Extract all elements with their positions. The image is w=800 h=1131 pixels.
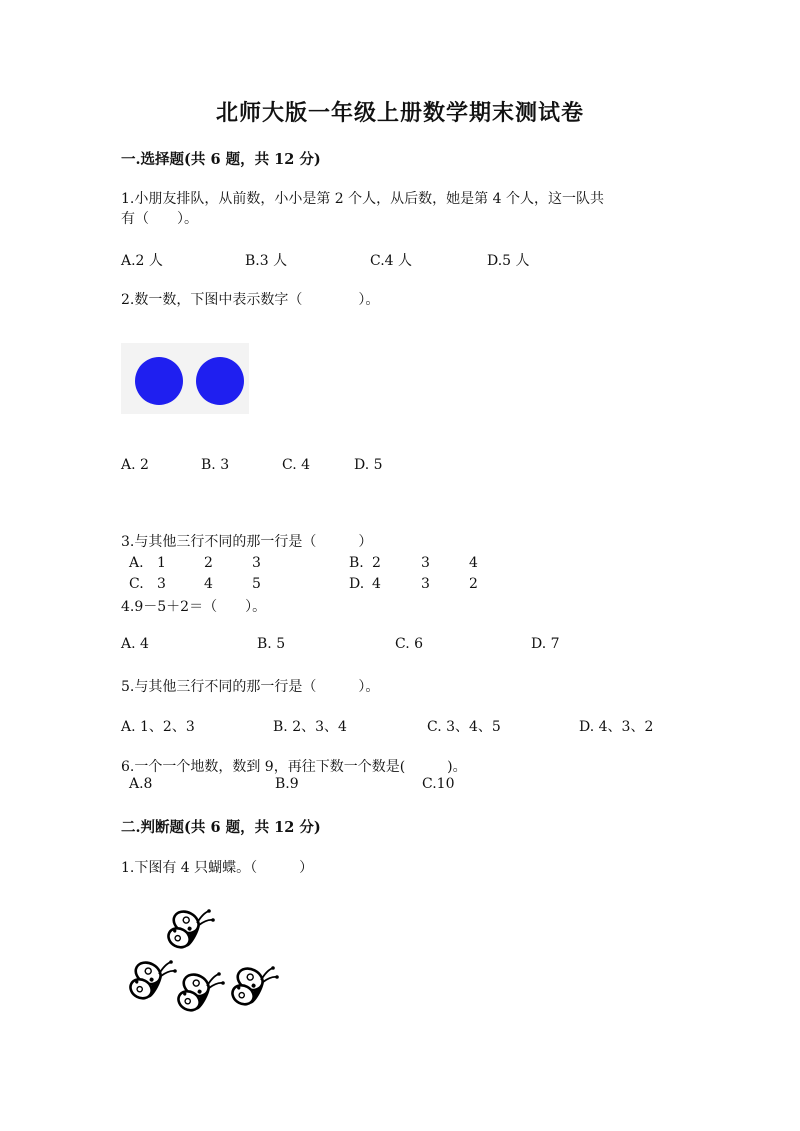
q3-option-a-num: 3 xyxy=(252,555,261,571)
butterfly xyxy=(175,970,225,1014)
q3-option-b-num: 3 xyxy=(421,555,430,571)
q2-option-a[interactable]: A. 2 xyxy=(121,457,149,473)
question-4-text: 4.9－5＋2＝（ ）。 xyxy=(121,599,267,615)
q3-option-b-num: 2 xyxy=(372,555,381,571)
q2-option-c[interactable]: C. 4 xyxy=(282,457,311,473)
q5-option-c[interactable]: C. 3、4、5 xyxy=(427,719,501,735)
section-heading-judgement: 二.判断题(共 6 题，共 12 分) xyxy=(121,819,321,836)
q3-option-c-num: 5 xyxy=(252,576,261,592)
blue-circles-figure xyxy=(121,343,249,414)
q5-option-a[interactable]: A. 1、2、3 xyxy=(121,719,195,735)
q4-option-a[interactable]: A. 4 xyxy=(121,636,149,652)
q3-option-c-num: 4 xyxy=(204,576,213,592)
q3-option-d-num: 3 xyxy=(421,576,430,592)
q2-option-d[interactable]: D. 5 xyxy=(354,457,383,473)
q3-option-c-num: 3 xyxy=(157,576,166,592)
q3-option-d-num: 4 xyxy=(372,576,381,592)
q6-option-c[interactable]: C.10 xyxy=(422,776,455,792)
q3-option-d-label[interactable]: D. xyxy=(349,576,365,592)
butterflies-image xyxy=(121,902,281,1022)
question-6-text: 6.一个一个地数，数到 9，再往下数一个数是( )。 xyxy=(121,759,467,775)
q2-option-b[interactable]: B. 3 xyxy=(201,457,230,473)
q6-option-b[interactable]: B.9 xyxy=(275,776,299,792)
q4-option-b[interactable]: B. 5 xyxy=(257,636,286,652)
q3-option-d-num: 2 xyxy=(469,576,478,592)
section-heading-choice: 一.选择题(共 6 题，共 12 分) xyxy=(121,151,321,168)
q1-option-d[interactable]: D.5 人 xyxy=(487,253,530,269)
question-1-text-line2: 有（ ）。 xyxy=(121,211,198,227)
question-3-text: 3.与其他三行不同的那一行是（ ） xyxy=(121,534,373,550)
blue-circle xyxy=(135,357,183,405)
butterflies-figure xyxy=(121,902,281,1022)
butterfly xyxy=(165,907,215,951)
q3-option-a-num: 2 xyxy=(204,555,213,571)
q3-option-b-label[interactable]: B. xyxy=(349,555,364,571)
question-5-text: 5.与其他三行不同的那一行是（ ）。 xyxy=(121,679,380,695)
q4-option-c[interactable]: C. 6 xyxy=(395,636,424,652)
page-title: 北师大版一年级上册数学期末测试卷 xyxy=(215,100,584,126)
q4-option-d[interactable]: D. 7 xyxy=(531,636,560,652)
blue-circle xyxy=(196,357,244,405)
q3-option-b-num: 4 xyxy=(469,555,478,571)
q5-option-b[interactable]: B. 2、3、4 xyxy=(273,719,347,735)
q1-option-c[interactable]: C.4 人 xyxy=(370,253,413,269)
q3-option-a-label[interactable]: A. xyxy=(129,555,144,571)
q6-option-a[interactable]: A.8 xyxy=(129,776,153,792)
q1-option-b[interactable]: B.3 人 xyxy=(245,253,288,269)
butterfly xyxy=(229,964,279,1008)
q5-option-d[interactable]: D. 4、3、2 xyxy=(579,719,654,735)
q3-option-a-num: 1 xyxy=(157,555,166,571)
q1-option-a[interactable]: A.2 人 xyxy=(121,253,163,269)
judgement-question-1-text: 1.下图有 4 只蝴蝶。（ ） xyxy=(121,860,314,876)
dots-image xyxy=(121,343,249,414)
butterfly xyxy=(127,958,177,1002)
question-2-text: 2.数一数，下图中表示数字（ ）。 xyxy=(121,292,380,308)
q3-option-c-label[interactable]: C. xyxy=(129,576,144,592)
question-1-text-line1: 1.小朋友排队，从前数，小小是第 2 个人，从后数，她是第 4 个人，这一队共 xyxy=(121,191,604,207)
